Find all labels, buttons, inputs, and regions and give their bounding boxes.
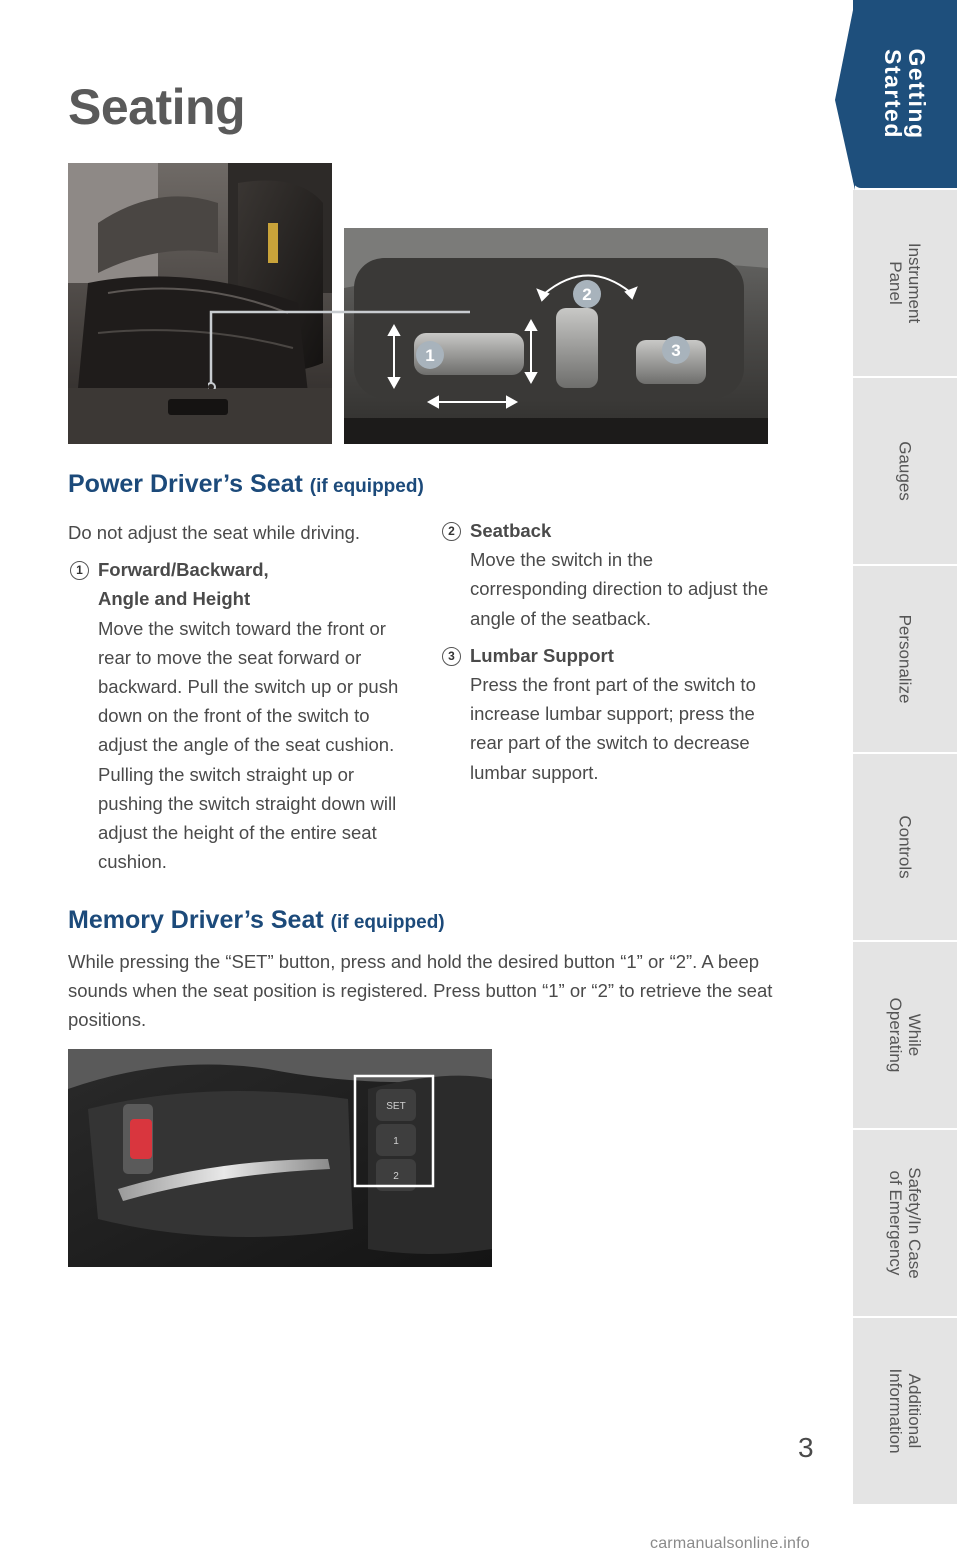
tab-while-operating[interactable]: [853, 942, 957, 1130]
memory-seat-qualifier: (if equipped): [330, 912, 445, 933]
memory-seat-heading-text: Memory Driver’s Seat: [68, 906, 324, 934]
item-title-2: Seatback: [470, 520, 552, 541]
callout-2-label: 2: [582, 285, 592, 304]
memory-seat-body: [68, 947, 778, 1035]
tab-label-instrument-panel: Instrument Panel: [886, 242, 924, 324]
tab-label-additional-information: Additional Information: [886, 1368, 924, 1454]
tab-personalize[interactable]: [853, 566, 957, 754]
power-seat-right-column: [440, 516, 770, 787]
power-seat-heading-text: Power Driver’s Seat: [68, 470, 303, 498]
driver-seat-photo: [68, 163, 332, 444]
tab-label-controls: Controls: [895, 815, 915, 879]
tab-label-safety: Safety/In Case of Emergency: [886, 1167, 924, 1279]
item-number-2: 2: [442, 522, 461, 541]
power-seat-item-1: [68, 555, 413, 876]
tab-gauges[interactable]: [853, 378, 957, 566]
watermark: carmanualsonline.info: [650, 1535, 810, 1552]
power-seat-intro: Do not adjust the seat while driving.: [68, 522, 361, 543]
door-button-set: SET: [386, 1101, 406, 1112]
memory-seat-text: While pressing the “SET” button, press and hold the desired button “1” or “2”. A beep sounds when the seat position is registered. Press button “1” or “2” to retrieve the seat positions.: [68, 951, 773, 1031]
item-body-2: Move the switch in the corresponding direction to adjust the angle of the seatback.: [470, 549, 769, 629]
memory-seat-heading: [68, 906, 445, 935]
item-number-1: 1: [70, 561, 89, 580]
item-number-3: 3: [442, 647, 461, 666]
tab-notch: [835, 0, 855, 190]
tab-label-getting-started: Getting Started: [880, 48, 930, 140]
item-body-3: Press the front part of the switch to increase lumbar support; press the rear part of the switch to decrease lumbar support.: [470, 674, 756, 783]
tab-controls[interactable]: [853, 754, 957, 942]
tab-label-gauges: Gauges: [895, 441, 915, 501]
power-seat-left-column: [68, 518, 413, 876]
section-tabs: [853, 0, 960, 1554]
tab-label-while-operating: While Operating: [886, 997, 924, 1073]
item-title-1: Forward/Backward, Angle and Height: [98, 559, 269, 610]
tab-instrument-panel[interactable]: [853, 190, 957, 378]
tab-label-personalize: Personalize: [895, 614, 915, 704]
power-seat-item-3: [440, 641, 770, 787]
power-seat-item-2: [440, 516, 770, 633]
door-button-1: 1: [393, 1136, 399, 1147]
power-seat-qualifier: (if equipped): [309, 476, 424, 497]
page-number: 3: [798, 1432, 814, 1463]
door-memory-buttons-photo: [68, 1049, 492, 1267]
tab-getting-started[interactable]: [853, 0, 957, 188]
callout-3-label: 3: [671, 341, 681, 360]
callout-overlay: [344, 228, 768, 444]
door-button-2: 2: [393, 1171, 399, 1182]
tab-additional-information[interactable]: [853, 1318, 957, 1506]
page-title: Seating: [68, 79, 246, 135]
item-title-3: Lumbar Support: [470, 644, 614, 666]
power-seat-heading: [68, 470, 424, 499]
tab-safety[interactable]: [853, 1130, 957, 1318]
callout-1-label: 1: [425, 346, 435, 365]
item-body-1: Move the switch toward the front or rear to move the seat forward or backward. Pull the switch up or push down on the front of the switch to adjust the angle of the seat cushion. Pulling the switch straight up or pushing the switch straight down will adjust the height of the entire seat cushion.: [98, 617, 399, 873]
